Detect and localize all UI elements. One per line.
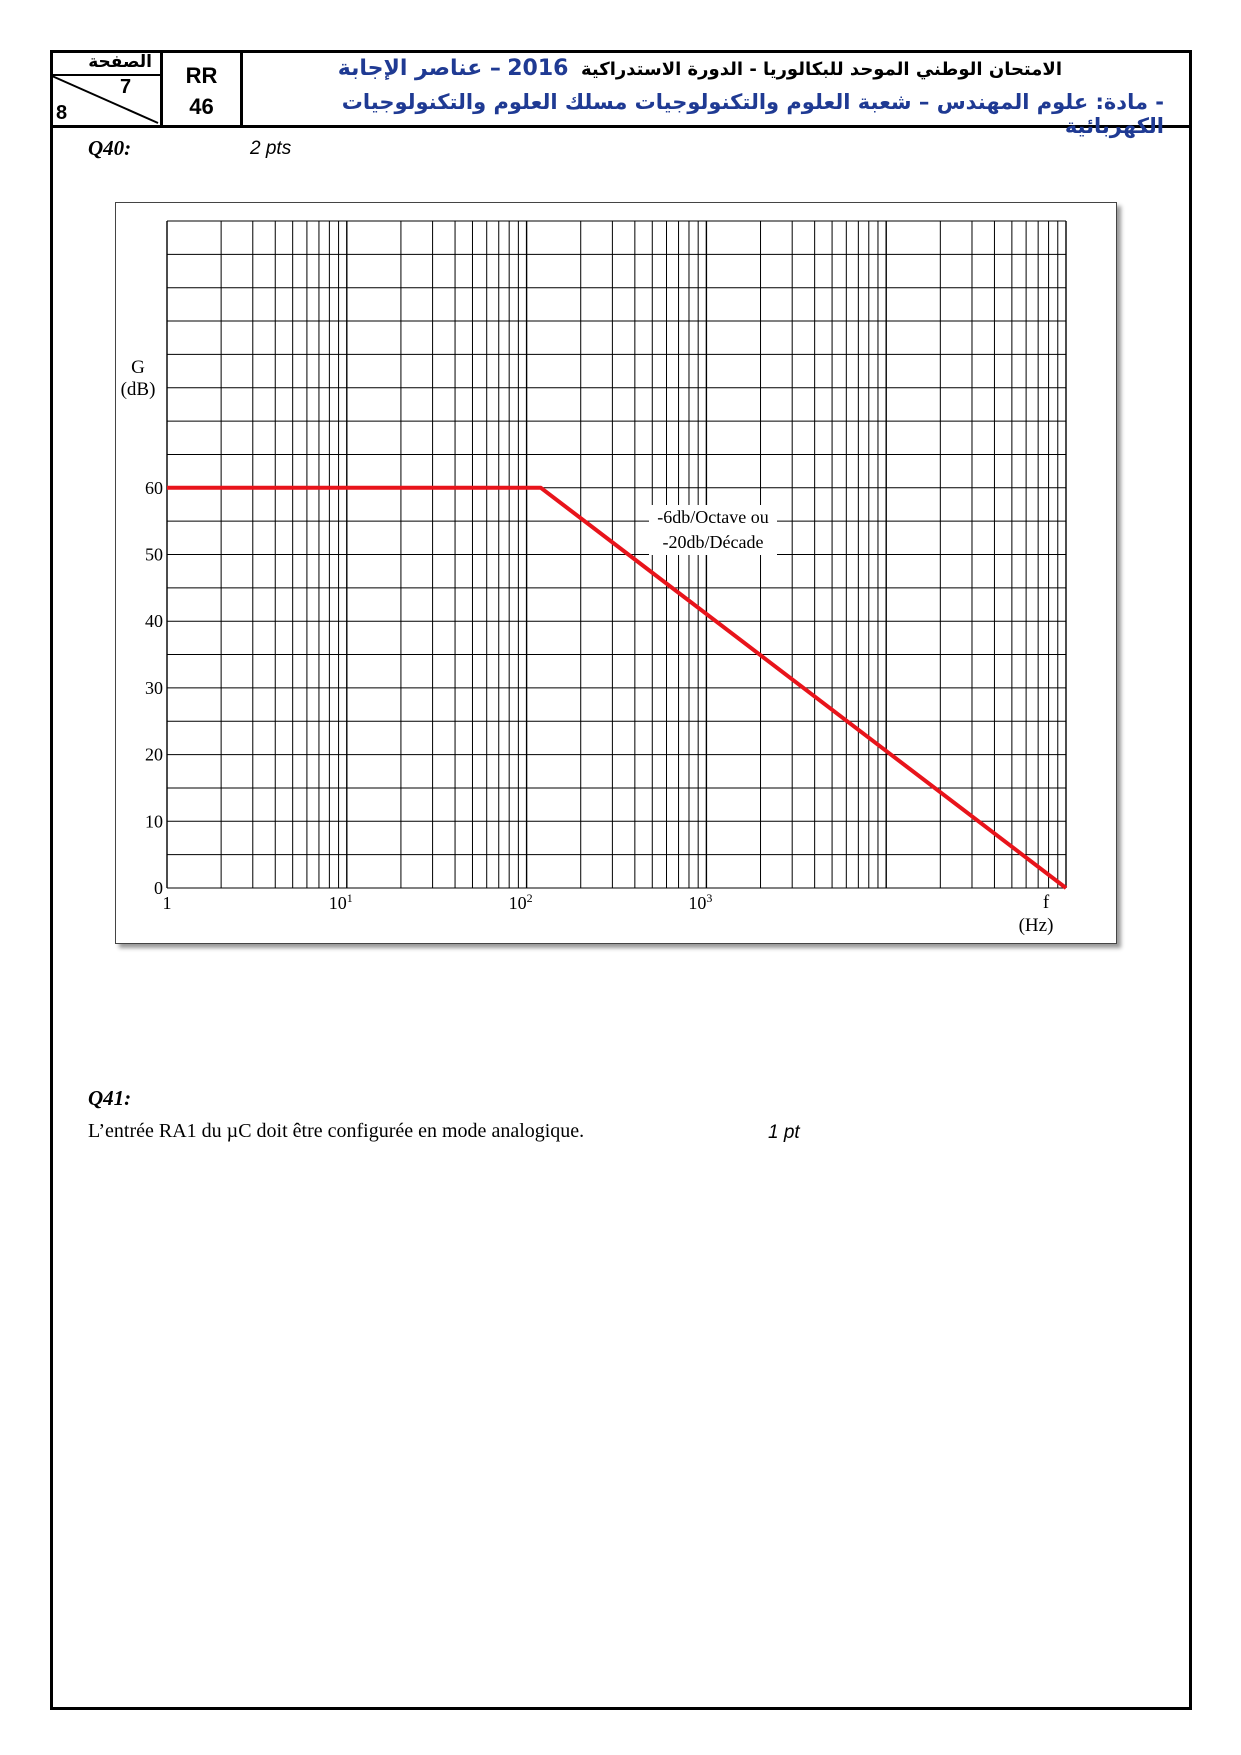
exam-year: 2016: [507, 56, 569, 81]
exam-subject-line: - مادة: علوم المهندس – شعبة العلوم والتكنولوجيات مسلك العلوم والتكنولوجيات الكهربائية: [341, 90, 1164, 138]
bode-chart: [115, 202, 1117, 944]
title-cell: [243, 50, 1192, 138]
x-tick-label: $10^2$: [508, 891, 533, 913]
page-label: الصفحة: [88, 52, 152, 72]
y-tick-label: 20: [145, 744, 163, 765]
y-axis-unit: (dB): [120, 379, 156, 400]
y-tick-label: 50: [145, 544, 163, 565]
exam-code-line1: RR: [185, 63, 218, 88]
q40-points: 2 pts: [250, 138, 292, 159]
slope-annotation-line1: -6db/Octave ou: [657, 507, 769, 527]
q40-label: Q40:: [88, 136, 132, 160]
x-axis-label: f: [1042, 892, 1050, 913]
x-axis-unit: (Hz): [1018, 915, 1054, 936]
y-tick-label: 30: [145, 677, 163, 698]
page-current: 7: [120, 76, 132, 98]
page-total: 8: [56, 102, 68, 124]
slope-annotation-line2: -20db/Décade: [662, 532, 764, 552]
y-tick-label: 0: [154, 878, 163, 898]
exam-title-line1: [338, 56, 1062, 81]
q41-answer: L’entrée RA1 du µC doit être configurée en mode analogique.: [88, 1120, 585, 1142]
page-header: [50, 50, 1192, 138]
x-tick-label: 1: [162, 893, 172, 913]
x-tick-label: $10^1$: [328, 891, 353, 913]
exam-session: الامتحان الوطني الموحد للبكالوريا - الدورة الاستدراكية: [581, 59, 1062, 80]
y-axis-label: G: [131, 357, 145, 378]
page-number-cell: [50, 50, 163, 125]
y-tick-label: 40: [145, 611, 163, 632]
q41-points: 1 pt: [768, 1122, 800, 1143]
x-tick-label: $10^3$: [688, 891, 713, 913]
y-tick-label: 10: [145, 811, 163, 832]
q41-label: Q41:: [88, 1086, 132, 1110]
exam-code-line2: 46: [189, 94, 214, 119]
bode-chart-svg: [116, 203, 1116, 943]
answer-key-label: – عناصر الإجابة: [337, 56, 501, 81]
exam-code-cell: [163, 50, 243, 125]
y-tick-label: 60: [145, 477, 163, 498]
